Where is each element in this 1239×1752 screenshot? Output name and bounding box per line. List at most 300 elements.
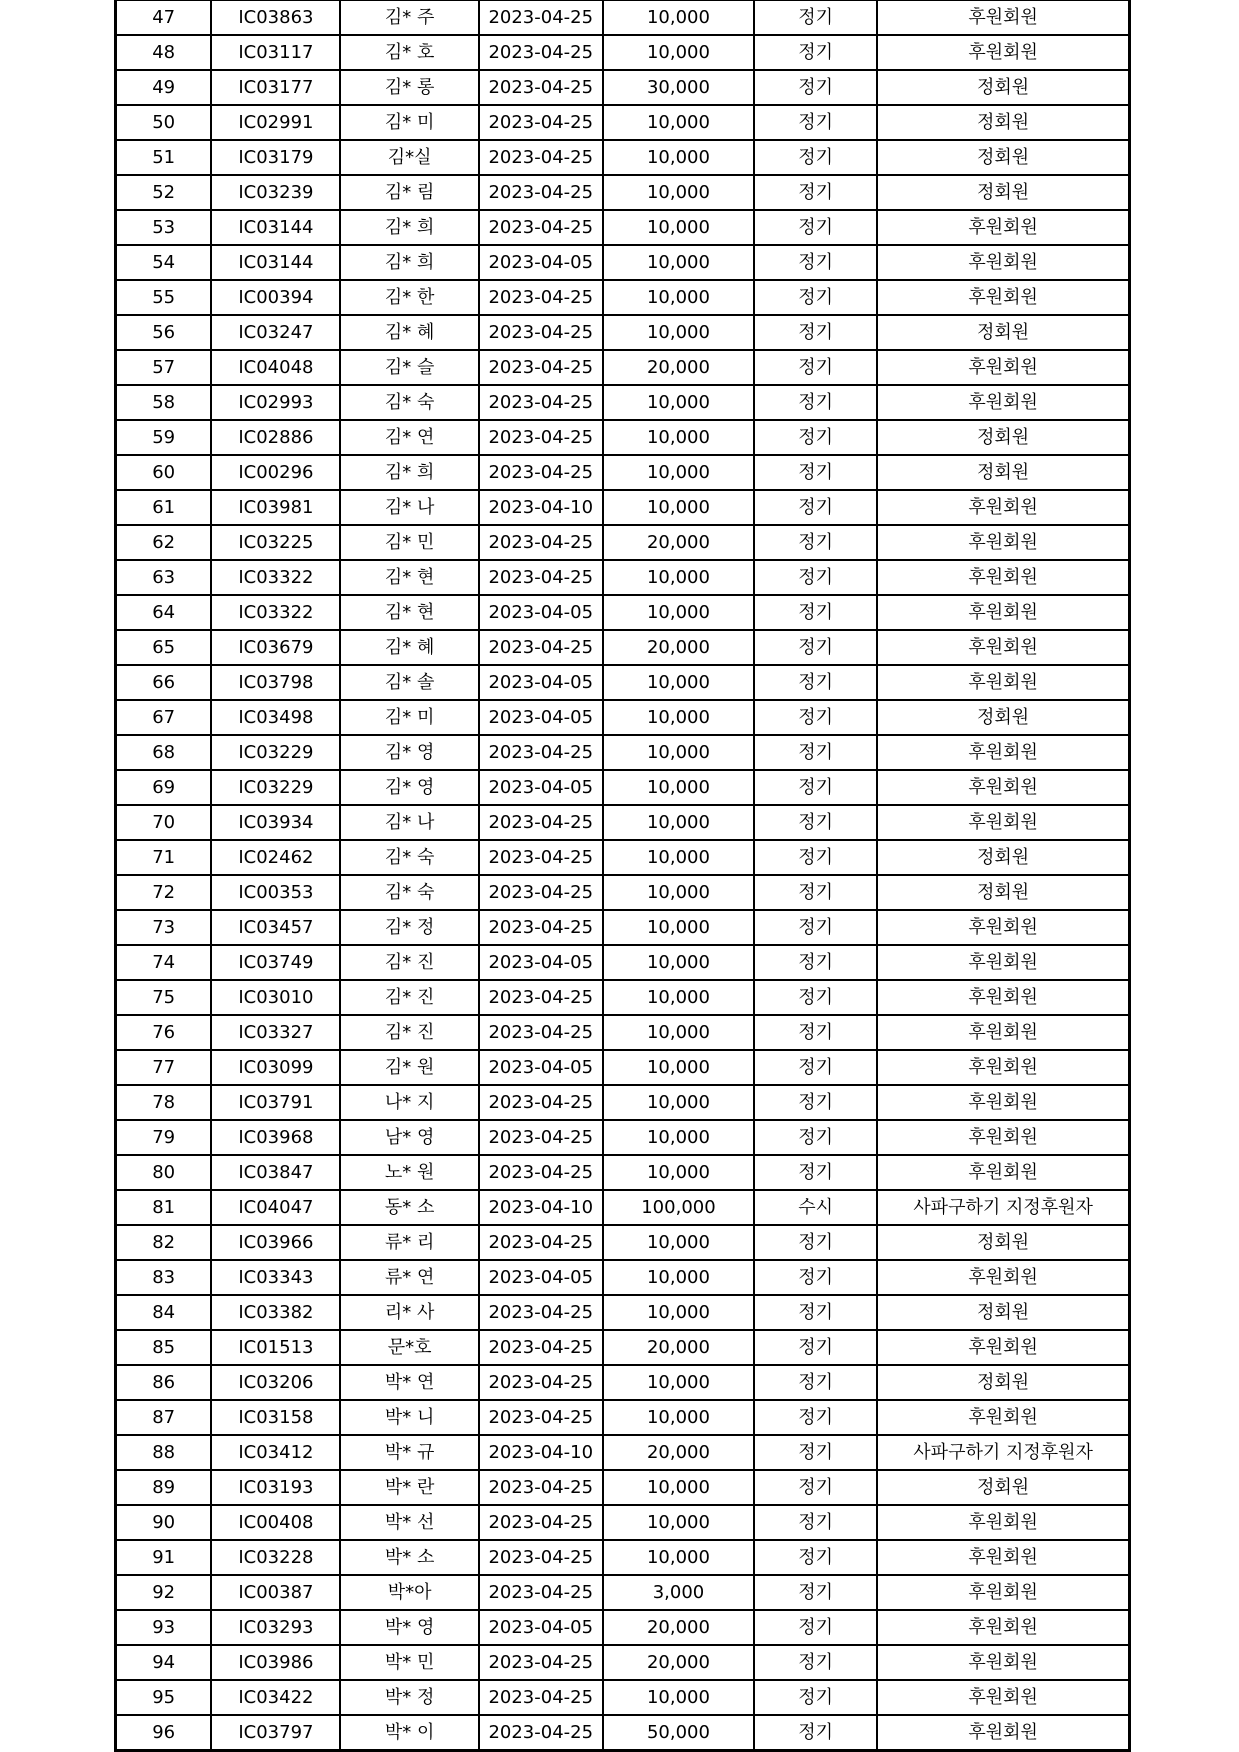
row-number-cell: 49 bbox=[116, 70, 212, 105]
table-row bbox=[116, 770, 1130, 805]
donor-name-cell: 김* 원 bbox=[340, 1050, 478, 1085]
member-id-cell: IC03193 bbox=[211, 1470, 340, 1505]
donation-type-cell: 정기 bbox=[754, 840, 877, 875]
member-category-cell: 후원회원 bbox=[877, 490, 1129, 525]
amount-cell: 20,000 bbox=[603, 630, 754, 665]
table-row bbox=[116, 1050, 1130, 1085]
member-id-cell: IC00387 bbox=[211, 1575, 340, 1610]
member-id-cell: IC03981 bbox=[211, 490, 340, 525]
member-category-cell: 후원회원 bbox=[877, 630, 1129, 665]
member-id-cell: IC00296 bbox=[211, 455, 340, 490]
member-category-cell: 정회원 bbox=[877, 700, 1129, 735]
member-category-cell: 후원회원 bbox=[877, 595, 1129, 630]
row-number-cell: 59 bbox=[116, 420, 212, 455]
donation-date-cell: 2023-04-25 bbox=[479, 910, 603, 945]
table-row bbox=[116, 630, 1130, 665]
table-row bbox=[116, 1120, 1130, 1155]
table-row bbox=[116, 735, 1130, 770]
donor-name-cell: 김* 한 bbox=[340, 280, 478, 315]
donor-name-cell: 김* 희 bbox=[340, 210, 478, 245]
member-category-cell: 정회원 bbox=[877, 70, 1129, 105]
donation-type-cell: 정기 bbox=[754, 1050, 877, 1085]
member-id-cell: IC03010 bbox=[211, 980, 340, 1015]
member-id-cell: IC03322 bbox=[211, 560, 340, 595]
row-number-cell: 77 bbox=[116, 1050, 212, 1085]
donor-name-cell: 박* 영 bbox=[340, 1610, 478, 1645]
table-row bbox=[116, 805, 1130, 840]
row-number-cell: 68 bbox=[116, 735, 212, 770]
amount-cell: 10,000 bbox=[603, 1470, 754, 1505]
amount-cell: 10,000 bbox=[603, 315, 754, 350]
amount-cell: 10,000 bbox=[603, 210, 754, 245]
donor-name-cell: 김* 영 bbox=[340, 770, 478, 805]
member-id-cell: IC01513 bbox=[211, 1330, 340, 1365]
amount-cell: 10,000 bbox=[603, 280, 754, 315]
amount-cell: 10,000 bbox=[603, 1505, 754, 1540]
donation-type-cell: 정기 bbox=[754, 1505, 877, 1540]
donor-name-cell: 김* 현 bbox=[340, 595, 478, 630]
table-row bbox=[116, 665, 1130, 700]
donation-date-cell: 2023-04-25 bbox=[479, 735, 603, 770]
donation-type-cell: 정기 bbox=[754, 1715, 877, 1751]
member-id-cell: IC03117 bbox=[211, 35, 340, 70]
amount-cell: 10,000 bbox=[603, 1680, 754, 1715]
table-row bbox=[116, 1225, 1130, 1260]
member-category-cell: 후원회원 bbox=[877, 1575, 1129, 1610]
amount-cell: 10,000 bbox=[603, 665, 754, 700]
donor-name-cell: 남* 영 bbox=[340, 1120, 478, 1155]
donation-type-cell: 정기 bbox=[754, 700, 877, 735]
row-number-cell: 48 bbox=[116, 35, 212, 70]
donor-name-cell: 박* 민 bbox=[340, 1645, 478, 1680]
donation-date-cell: 2023-04-05 bbox=[479, 1260, 603, 1295]
member-id-cell: IC03229 bbox=[211, 770, 340, 805]
donor-name-cell: 박* 연 bbox=[340, 1365, 478, 1400]
member-category-cell: 후원회원 bbox=[877, 945, 1129, 980]
donation-type-cell: 정기 bbox=[754, 1225, 877, 1260]
donation-type-cell: 정기 bbox=[754, 1540, 877, 1575]
row-number-cell: 47 bbox=[116, 1, 212, 36]
member-id-cell: IC03327 bbox=[211, 1015, 340, 1050]
amount-cell: 10,000 bbox=[603, 595, 754, 630]
member-id-cell: IC03457 bbox=[211, 910, 340, 945]
row-number-cell: 95 bbox=[116, 1680, 212, 1715]
member-id-cell: IC03144 bbox=[211, 210, 340, 245]
donation-date-cell: 2023-04-10 bbox=[479, 1435, 603, 1470]
table-row bbox=[116, 1715, 1130, 1751]
table-row bbox=[116, 35, 1130, 70]
row-number-cell: 80 bbox=[116, 1155, 212, 1190]
donor-name-cell: 문*호 bbox=[340, 1330, 478, 1365]
donation-type-cell: 정기 bbox=[754, 875, 877, 910]
donor-name-cell: 김* 미 bbox=[340, 105, 478, 140]
amount-cell: 10,000 bbox=[603, 910, 754, 945]
member-id-cell: IC03293 bbox=[211, 1610, 340, 1645]
amount-cell: 10,000 bbox=[603, 1365, 754, 1400]
donation-type-cell: 정기 bbox=[754, 105, 877, 140]
amount-cell: 3,000 bbox=[603, 1575, 754, 1610]
donation-type-cell: 정기 bbox=[754, 1470, 877, 1505]
member-category-cell: 정회원 bbox=[877, 1225, 1129, 1260]
member-id-cell: IC03791 bbox=[211, 1085, 340, 1120]
donation-date-cell: 2023-04-25 bbox=[479, 525, 603, 560]
member-id-cell: IC03847 bbox=[211, 1155, 340, 1190]
member-id-cell: IC03798 bbox=[211, 665, 340, 700]
donation-type-cell: 정기 bbox=[754, 140, 877, 175]
donation-date-cell: 2023-04-25 bbox=[479, 1, 603, 36]
donation-date-cell: 2023-04-25 bbox=[479, 35, 603, 70]
table-row bbox=[116, 1645, 1130, 1680]
donation-type-cell: 정기 bbox=[754, 595, 877, 630]
donor-name-cell: 김* 정 bbox=[340, 910, 478, 945]
member-category-cell: 후원회원 bbox=[877, 385, 1129, 420]
donor-name-cell: 리* 사 bbox=[340, 1295, 478, 1330]
member-id-cell: IC03228 bbox=[211, 1540, 340, 1575]
donation-type-cell: 정기 bbox=[754, 35, 877, 70]
donation-type-cell: 정기 bbox=[754, 630, 877, 665]
row-number-cell: 61 bbox=[116, 490, 212, 525]
member-id-cell: IC04048 bbox=[211, 350, 340, 385]
row-number-cell: 67 bbox=[116, 700, 212, 735]
row-number-cell: 89 bbox=[116, 1470, 212, 1505]
member-category-cell: 후원회원 bbox=[877, 560, 1129, 595]
table-row bbox=[116, 315, 1130, 350]
member-category-cell: 정회원 bbox=[877, 1365, 1129, 1400]
member-id-cell: IC03968 bbox=[211, 1120, 340, 1155]
member-id-cell: IC03797 bbox=[211, 1715, 340, 1751]
row-number-cell: 52 bbox=[116, 175, 212, 210]
amount-cell: 10,000 bbox=[603, 735, 754, 770]
amount-cell: 10,000 bbox=[603, 560, 754, 595]
donation-date-cell: 2023-04-25 bbox=[479, 1330, 603, 1365]
member-category-cell: 후원회원 bbox=[877, 735, 1129, 770]
member-category-cell: 후원회원 bbox=[877, 210, 1129, 245]
donation-type-cell: 정기 bbox=[754, 490, 877, 525]
amount-cell: 30,000 bbox=[603, 70, 754, 105]
amount-cell: 10,000 bbox=[603, 1120, 754, 1155]
donation-date-cell: 2023-04-25 bbox=[479, 1575, 603, 1610]
donation-date-cell: 2023-04-25 bbox=[479, 1225, 603, 1260]
donor-name-cell: 박* 소 bbox=[340, 1540, 478, 1575]
donor-name-cell: 김* 나 bbox=[340, 805, 478, 840]
member-category-cell: 정회원 bbox=[877, 105, 1129, 140]
member-category-cell: 정회원 bbox=[877, 140, 1129, 175]
member-category-cell: 정회원 bbox=[877, 840, 1129, 875]
row-number-cell: 75 bbox=[116, 980, 212, 1015]
member-category-cell: 정회원 bbox=[877, 875, 1129, 910]
donation-date-cell: 2023-04-25 bbox=[479, 420, 603, 455]
table-row bbox=[116, 1680, 1130, 1715]
donation-date-cell: 2023-04-25 bbox=[479, 805, 603, 840]
donor-name-cell: 김* 영 bbox=[340, 735, 478, 770]
row-number-cell: 76 bbox=[116, 1015, 212, 1050]
amount-cell: 10,000 bbox=[603, 1050, 754, 1085]
donation-table bbox=[114, 0, 1131, 1752]
donation-date-cell: 2023-04-05 bbox=[479, 1610, 603, 1645]
table-row bbox=[116, 980, 1130, 1015]
donor-name-cell: 박* 정 bbox=[340, 1680, 478, 1715]
member-id-cell: IC03099 bbox=[211, 1050, 340, 1085]
amount-cell: 10,000 bbox=[603, 770, 754, 805]
amount-cell: 10,000 bbox=[603, 1260, 754, 1295]
row-number-cell: 69 bbox=[116, 770, 212, 805]
donor-name-cell: 나* 지 bbox=[340, 1085, 478, 1120]
donation-type-cell: 정기 bbox=[754, 1330, 877, 1365]
member-category-cell: 후원회원 bbox=[877, 1645, 1129, 1680]
donation-type-cell: 정기 bbox=[754, 280, 877, 315]
row-number-cell: 93 bbox=[116, 1610, 212, 1645]
member-id-cell: IC03343 bbox=[211, 1260, 340, 1295]
member-category-cell: 후원회원 bbox=[877, 1085, 1129, 1120]
member-category-cell: 정회원 bbox=[877, 1470, 1129, 1505]
donation-type-cell: 정기 bbox=[754, 805, 877, 840]
member-id-cell: IC03679 bbox=[211, 630, 340, 665]
member-category-cell: 후원회원 bbox=[877, 770, 1129, 805]
amount-cell: 10,000 bbox=[603, 455, 754, 490]
table-row bbox=[116, 385, 1130, 420]
amount-cell: 10,000 bbox=[603, 1085, 754, 1120]
member-id-cell: IC03179 bbox=[211, 140, 340, 175]
row-number-cell: 53 bbox=[116, 210, 212, 245]
member-id-cell: IC03229 bbox=[211, 735, 340, 770]
row-number-cell: 79 bbox=[116, 1120, 212, 1155]
donation-date-cell: 2023-04-25 bbox=[479, 1085, 603, 1120]
table-row bbox=[116, 840, 1130, 875]
donor-name-cell: 박* 이 bbox=[340, 1715, 478, 1751]
member-id-cell: IC03239 bbox=[211, 175, 340, 210]
member-id-cell: IC03158 bbox=[211, 1400, 340, 1435]
amount-cell: 10,000 bbox=[603, 1, 754, 36]
amount-cell: 10,000 bbox=[603, 105, 754, 140]
row-number-cell: 86 bbox=[116, 1365, 212, 1400]
donation-date-cell: 2023-04-25 bbox=[479, 210, 603, 245]
donor-name-cell: 박*아 bbox=[340, 1575, 478, 1610]
table-row bbox=[116, 490, 1130, 525]
donation-type-cell: 정기 bbox=[754, 1365, 877, 1400]
donation-date-cell: 2023-04-25 bbox=[479, 875, 603, 910]
table-row bbox=[116, 1575, 1130, 1610]
amount-cell: 10,000 bbox=[603, 175, 754, 210]
member-id-cell: IC02993 bbox=[211, 385, 340, 420]
donor-name-cell: 동* 소 bbox=[340, 1190, 478, 1225]
member-id-cell: IC03749 bbox=[211, 945, 340, 980]
member-category-cell: 후원회원 bbox=[877, 1610, 1129, 1645]
row-number-cell: 57 bbox=[116, 350, 212, 385]
member-id-cell: IC00408 bbox=[211, 1505, 340, 1540]
row-number-cell: 71 bbox=[116, 840, 212, 875]
member-id-cell: IC03966 bbox=[211, 1225, 340, 1260]
member-category-cell: 사파구하기 지정후원자 bbox=[877, 1435, 1129, 1470]
donor-name-cell: 김* 희 bbox=[340, 455, 478, 490]
table-row bbox=[116, 1015, 1130, 1050]
member-category-cell: 정회원 bbox=[877, 455, 1129, 490]
donation-date-cell: 2023-04-05 bbox=[479, 665, 603, 700]
donor-name-cell: 김* 숙 bbox=[340, 875, 478, 910]
donation-type-cell: 정기 bbox=[754, 560, 877, 595]
row-number-cell: 70 bbox=[116, 805, 212, 840]
table-row bbox=[116, 1505, 1130, 1540]
donor-name-cell: 김* 롱 bbox=[340, 70, 478, 105]
member-category-cell: 정회원 bbox=[877, 1295, 1129, 1330]
donation-type-cell: 정기 bbox=[754, 1575, 877, 1610]
member-id-cell: IC03144 bbox=[211, 245, 340, 280]
member-id-cell: IC03177 bbox=[211, 70, 340, 105]
member-id-cell: IC03986 bbox=[211, 1645, 340, 1680]
amount-cell: 10,000 bbox=[603, 980, 754, 1015]
amount-cell: 10,000 bbox=[603, 420, 754, 455]
row-number-cell: 81 bbox=[116, 1190, 212, 1225]
donation-date-cell: 2023-04-25 bbox=[479, 1400, 603, 1435]
donor-name-cell: 박* 규 bbox=[340, 1435, 478, 1470]
row-number-cell: 82 bbox=[116, 1225, 212, 1260]
donor-name-cell: 김* 현 bbox=[340, 560, 478, 595]
member-id-cell: IC03412 bbox=[211, 1435, 340, 1470]
donation-date-cell: 2023-04-25 bbox=[479, 385, 603, 420]
donation-type-cell: 정기 bbox=[754, 945, 877, 980]
donation-type-cell: 정기 bbox=[754, 770, 877, 805]
donation-date-cell: 2023-04-25 bbox=[479, 70, 603, 105]
member-id-cell: IC03206 bbox=[211, 1365, 340, 1400]
table-row bbox=[116, 245, 1130, 280]
amount-cell: 10,000 bbox=[603, 245, 754, 280]
donation-type-cell: 정기 bbox=[754, 1680, 877, 1715]
member-category-cell: 후원회원 bbox=[877, 280, 1129, 315]
member-category-cell: 후원회원 bbox=[877, 1120, 1129, 1155]
member-id-cell: IC02991 bbox=[211, 105, 340, 140]
row-number-cell: 92 bbox=[116, 1575, 212, 1610]
table-row bbox=[116, 1610, 1130, 1645]
amount-cell: 20,000 bbox=[603, 350, 754, 385]
member-category-cell: 후원회원 bbox=[877, 525, 1129, 560]
table-row bbox=[116, 1190, 1130, 1225]
donation-type-cell: 정기 bbox=[754, 210, 877, 245]
amount-cell: 10,000 bbox=[603, 945, 754, 980]
row-number-cell: 74 bbox=[116, 945, 212, 980]
donation-type-cell: 정기 bbox=[754, 665, 877, 700]
member-category-cell: 후원회원 bbox=[877, 980, 1129, 1015]
row-number-cell: 73 bbox=[116, 910, 212, 945]
member-id-cell: IC03225 bbox=[211, 525, 340, 560]
donor-name-cell: 류* 리 bbox=[340, 1225, 478, 1260]
table-row bbox=[116, 910, 1130, 945]
donor-name-cell: 박* 선 bbox=[340, 1505, 478, 1540]
donor-name-cell: 김* 호 bbox=[340, 35, 478, 70]
member-id-cell: IC04047 bbox=[211, 1190, 340, 1225]
amount-cell: 10,000 bbox=[603, 805, 754, 840]
donation-type-cell: 정기 bbox=[754, 525, 877, 560]
row-number-cell: 63 bbox=[116, 560, 212, 595]
row-number-cell: 58 bbox=[116, 385, 212, 420]
donation-type-cell: 정기 bbox=[754, 1120, 877, 1155]
member-category-cell: 정회원 bbox=[877, 315, 1129, 350]
donation-type-cell: 정기 bbox=[754, 385, 877, 420]
donor-name-cell: 박* 란 bbox=[340, 1470, 478, 1505]
donor-name-cell: 김* 민 bbox=[340, 525, 478, 560]
table-row bbox=[116, 105, 1130, 140]
member-id-cell: IC03934 bbox=[211, 805, 340, 840]
table-row bbox=[116, 1295, 1130, 1330]
member-id-cell: IC03322 bbox=[211, 595, 340, 630]
donation-date-cell: 2023-04-25 bbox=[479, 105, 603, 140]
table-row bbox=[116, 1330, 1130, 1365]
table-row bbox=[116, 1435, 1130, 1470]
member-id-cell: IC03498 bbox=[211, 700, 340, 735]
row-number-cell: 84 bbox=[116, 1295, 212, 1330]
donation-type-cell: 정기 bbox=[754, 175, 877, 210]
member-id-cell: IC03382 bbox=[211, 1295, 340, 1330]
donation-type-cell: 정기 bbox=[754, 980, 877, 1015]
row-number-cell: 50 bbox=[116, 105, 212, 140]
table-row bbox=[116, 70, 1130, 105]
donation-type-cell: 정기 bbox=[754, 1400, 877, 1435]
amount-cell: 10,000 bbox=[603, 140, 754, 175]
member-category-cell: 후원회원 bbox=[877, 1715, 1129, 1751]
donation-type-cell: 정기 bbox=[754, 1645, 877, 1680]
donation-date-cell: 2023-04-25 bbox=[479, 1540, 603, 1575]
donation-date-cell: 2023-04-25 bbox=[479, 560, 603, 595]
donation-type-cell: 정기 bbox=[754, 1295, 877, 1330]
donor-name-cell: 김* 진 bbox=[340, 980, 478, 1015]
donor-name-cell: 김* 연 bbox=[340, 420, 478, 455]
donor-name-cell: 김* 림 bbox=[340, 175, 478, 210]
member-category-cell: 후원회원 bbox=[877, 1680, 1129, 1715]
donor-name-cell: 김* 진 bbox=[340, 1015, 478, 1050]
donor-name-cell: 김* 주 bbox=[340, 1, 478, 36]
table-row bbox=[116, 1260, 1130, 1295]
donation-date-cell: 2023-04-25 bbox=[479, 980, 603, 1015]
donor-name-cell: 김* 진 bbox=[340, 945, 478, 980]
donation-date-cell: 2023-04-25 bbox=[479, 1155, 603, 1190]
member-id-cell: IC02462 bbox=[211, 840, 340, 875]
member-category-cell: 후원회원 bbox=[877, 1400, 1129, 1435]
donor-name-cell: 김* 슬 bbox=[340, 350, 478, 385]
donation-type-cell: 정기 bbox=[754, 1015, 877, 1050]
table-body bbox=[116, 1, 1130, 1751]
donation-date-cell: 2023-04-05 bbox=[479, 945, 603, 980]
member-category-cell: 후원회원 bbox=[877, 1540, 1129, 1575]
donation-type-cell: 정기 bbox=[754, 1, 877, 36]
table-row bbox=[116, 210, 1130, 245]
row-number-cell: 78 bbox=[116, 1085, 212, 1120]
member-category-cell: 후원회원 bbox=[877, 1015, 1129, 1050]
donation-type-cell: 정기 bbox=[754, 1435, 877, 1470]
amount-cell: 10,000 bbox=[603, 35, 754, 70]
member-category-cell: 정회원 bbox=[877, 420, 1129, 455]
row-number-cell: 62 bbox=[116, 525, 212, 560]
table-row bbox=[116, 350, 1130, 385]
amount-cell: 10,000 bbox=[603, 1225, 754, 1260]
row-number-cell: 91 bbox=[116, 1540, 212, 1575]
member-category-cell: 후원회원 bbox=[877, 1, 1129, 36]
member-category-cell: 정회원 bbox=[877, 175, 1129, 210]
donation-date-cell: 2023-04-10 bbox=[479, 490, 603, 525]
donation-type-cell: 수시 bbox=[754, 1190, 877, 1225]
amount-cell: 20,000 bbox=[603, 1645, 754, 1680]
table-row bbox=[116, 560, 1130, 595]
donor-name-cell: 김* 솔 bbox=[340, 665, 478, 700]
member-category-cell: 후원회원 bbox=[877, 1155, 1129, 1190]
donor-name-cell: 류* 연 bbox=[340, 1260, 478, 1295]
table-row bbox=[116, 280, 1130, 315]
row-number-cell: 66 bbox=[116, 665, 212, 700]
row-number-cell: 96 bbox=[116, 1715, 212, 1751]
donation-type-cell: 정기 bbox=[754, 245, 877, 280]
donation-type-cell: 정기 bbox=[754, 1610, 877, 1645]
amount-cell: 10,000 bbox=[603, 1015, 754, 1050]
member-id-cell: IC02886 bbox=[211, 420, 340, 455]
amount-cell: 10,000 bbox=[603, 1400, 754, 1435]
row-number-cell: 56 bbox=[116, 315, 212, 350]
